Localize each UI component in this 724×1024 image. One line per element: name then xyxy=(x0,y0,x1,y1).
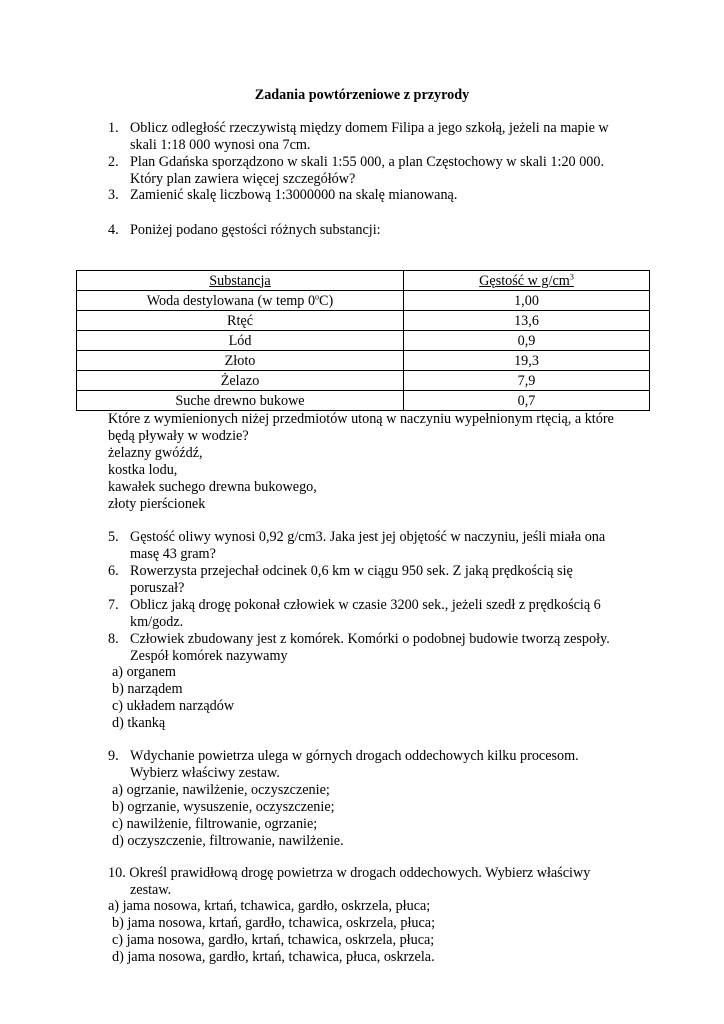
q7-text-line2: km/godz. xyxy=(130,614,184,630)
density-cell: 0,9 xyxy=(404,331,650,351)
q9-text-line1: Wdychanie powietrza ulega w górnych drogach oddechowych kilku procesom. xyxy=(130,748,579,764)
q2-text-line1: Plan Gdańska sporządzono w skali 1:55 000, a plan Częstochowy w skali 1:20 000. xyxy=(130,154,605,170)
q4-text-line1: Poniżej podano gęstości różnych substancji: xyxy=(130,222,381,238)
q4-item: kostka lodu, xyxy=(108,462,178,478)
q6-text-line2: poruszał? xyxy=(130,580,185,596)
density-cell: 7,9 xyxy=(404,371,650,391)
q5-text-line2: masę 43 gram? xyxy=(130,546,216,562)
q4-question-line1: Które z wymienionych niżej przedmiotów utoną w naczyniu wypełnionym rtęcią, a które xyxy=(108,411,614,427)
q10-option: c) jama nosowa, gardło, krtań, tchawica, oskrzela, płuca; xyxy=(112,932,435,948)
table-row xyxy=(77,371,650,391)
q9-option: c) nawilżenie, filtrowanie, ogrzanie; xyxy=(112,816,318,832)
q10-option: b) jama nosowa, krtań, gardło, tchawica, oskrzela, płuca; xyxy=(112,915,436,931)
substance-cell: Rtęć xyxy=(77,311,404,331)
density-table xyxy=(76,270,650,411)
q10-text-line1: 10. Określ prawidłową drogę powietrza w drogach oddechowych. Wybierz właściwy xyxy=(108,865,591,881)
q3-number: 3. xyxy=(108,187,119,203)
table-row xyxy=(77,331,650,351)
header-substance: Substancja xyxy=(77,271,404,291)
table-header-row xyxy=(77,271,650,291)
q8-option: b) narządem xyxy=(112,681,183,697)
q4-item: złoty pierścionek xyxy=(108,496,206,512)
q4-item: żelazny gwóźdź, xyxy=(108,445,203,461)
substance-cell: Suche drewno bukowe xyxy=(77,391,404,411)
substance-cell: Złoto xyxy=(77,351,404,371)
q7-text-line1: Oblicz jaką drogę pokonał człowiek w czasie 3200 sek., jeżeli szedł z prędkością 6 xyxy=(130,597,601,613)
q8-text-line2: Zespół komórek nazywamy xyxy=(130,648,288,664)
q1-text-line2: skali 1:18 000 wynosi ona 7cm. xyxy=(130,137,311,153)
q8-option: d) tkanką xyxy=(112,715,166,731)
substance-cell: Lód xyxy=(77,331,404,351)
q8-option: a) organem xyxy=(112,664,176,680)
q8-text-line1: Człowiek zbudowany jest z komórek. Komórki o podobnej budowie tworzą zespoły. xyxy=(130,631,610,647)
q10-option: d) jama nosowa, gardło, krtań, tchawica, płuca, oskrzela. xyxy=(112,949,435,965)
substance-cell: Woda destylowana (w temp 0$^o$C) xyxy=(77,291,404,311)
density-cell: 0,7 xyxy=(404,391,650,411)
q1-number: 1. xyxy=(108,120,119,136)
q6-text-line1: Rowerzysta przejechał odcinek 0,6 km w ciągu 950 sek. Z jaką prędkością się xyxy=(130,563,573,579)
q1-text-line1: Oblicz odległość rzeczywistą między domem Filipa a jego szkołą, jeżeli na mapie w xyxy=(130,120,609,136)
table-row xyxy=(77,351,650,371)
q5-number: 5. xyxy=(108,529,119,545)
table-row xyxy=(77,391,650,411)
q2-text-line2: Który plan zawiera więcej szczegółów? xyxy=(130,171,356,187)
q9-text-line2: Wybierz właściwy zestaw. xyxy=(130,765,280,781)
q6-number: 6. xyxy=(108,563,119,579)
q9-option: b) ogrzanie, wysuszenie, oczyszczenie; xyxy=(112,799,335,815)
table-row xyxy=(77,291,650,311)
q4-item: kawałek suchego drewna bukowego, xyxy=(108,479,317,495)
q10-text-line2: zestaw. xyxy=(130,882,172,898)
density-cell: 1,00 xyxy=(404,291,650,311)
q9-option: d) oczyszczenie, filtrowanie, nawilżenie. xyxy=(112,833,344,849)
substance-cell: Żelazo xyxy=(77,371,404,391)
q5-text-line1: Gęstość oliwy wynosi 0,92 g/cm3. Jaka jest jej objętość w naczyniu, jeśli miała ona xyxy=(130,529,606,545)
q8-number: 8. xyxy=(108,631,119,647)
q4-number: 4. xyxy=(108,222,119,238)
q3-text-line1: Zamienić skalę liczbową 1:3000000 na skalę mianowaną. xyxy=(130,187,458,203)
q9-number: 9. xyxy=(108,748,119,764)
header-density: Gęstość w $g/cm^3$ xyxy=(404,271,650,291)
table-row xyxy=(77,311,650,331)
density-cell: 13,6 xyxy=(404,311,650,331)
q2-number: 2. xyxy=(108,154,119,170)
q10-option: a) jama nosowa, krtań, tchawica, gardło, oskrzela, płuca; xyxy=(108,898,431,914)
page-title: Zadania powtórzeniowe z przyrody xyxy=(254,87,470,103)
q9-option: a) ogrzanie, nawilżenie, oczyszczenie; xyxy=(112,782,330,798)
q8-option: c) układem narządów xyxy=(112,698,235,714)
q4-question-line2: będą pływały w wodzie? xyxy=(108,428,249,444)
density-cell: 19,3 xyxy=(404,351,650,371)
q7-number: 7. xyxy=(108,597,119,613)
